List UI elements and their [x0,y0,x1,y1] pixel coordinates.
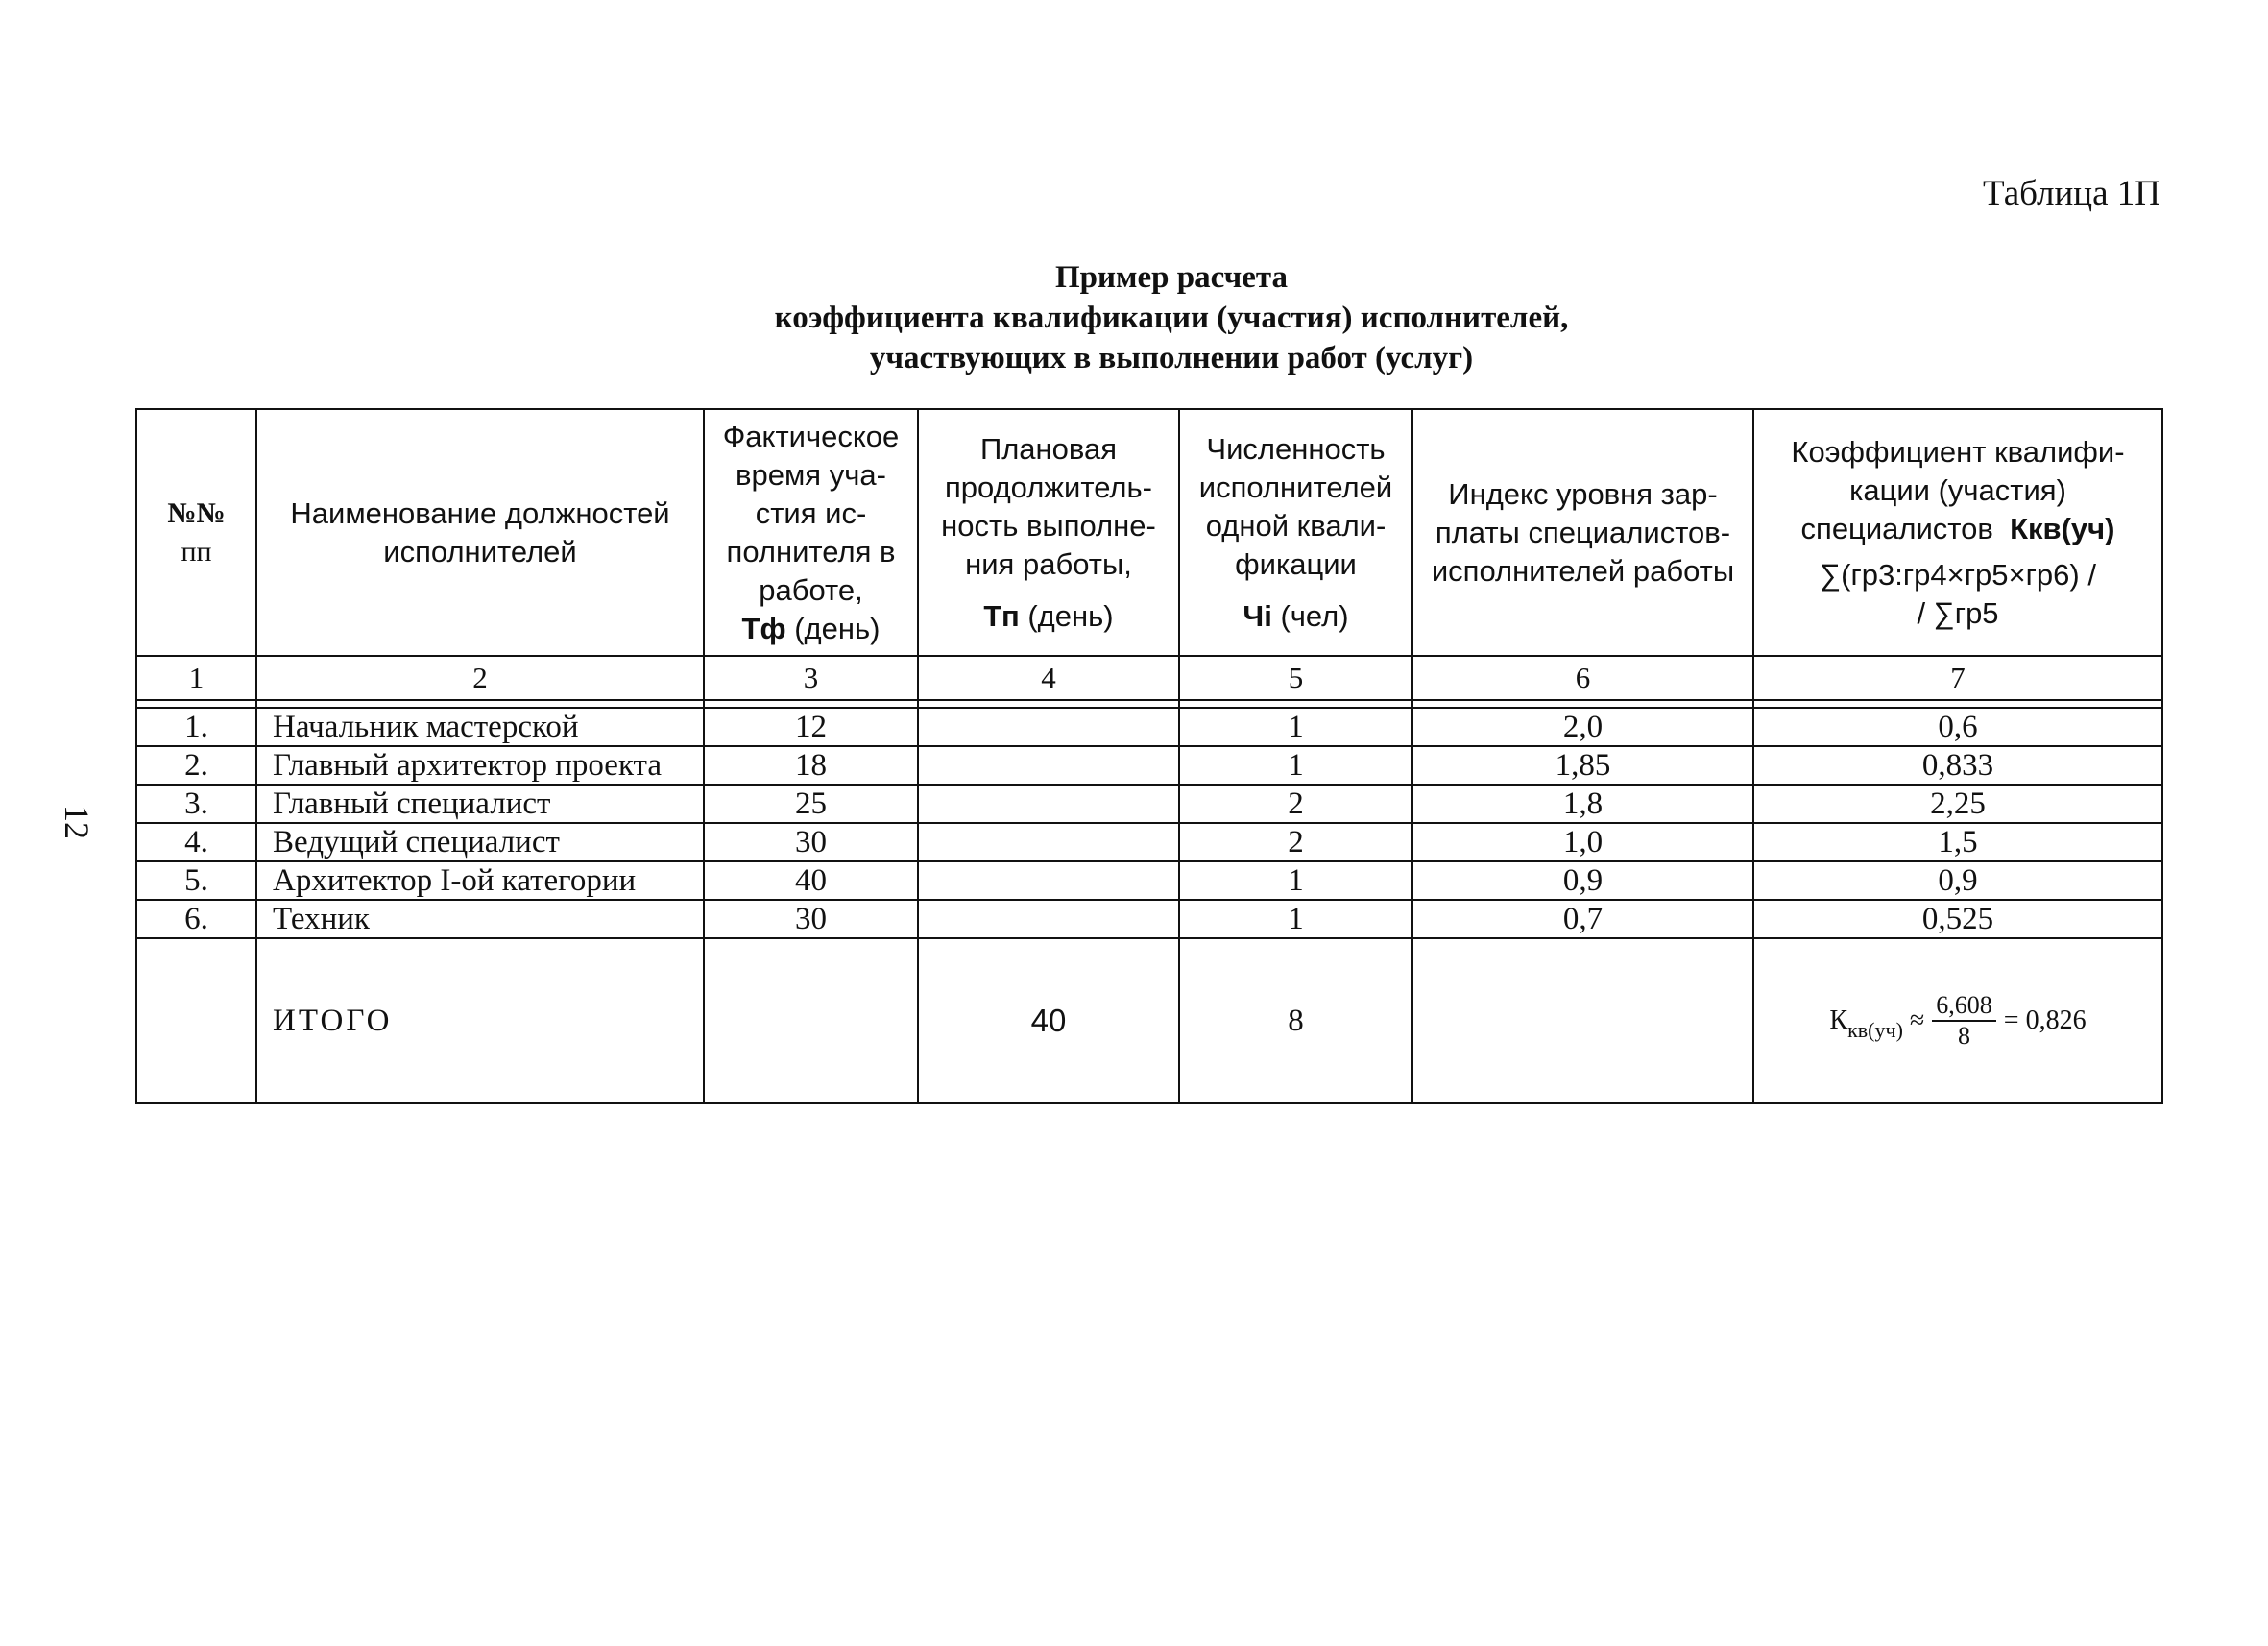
planned-duration [918,746,1179,785]
column-number: 3 [704,656,918,700]
planned-duration [918,785,1179,823]
column-number: 6 [1412,656,1753,700]
header-text: ность выполне- [941,508,1156,543]
coefficient: 0,833 [1753,746,2162,785]
formula-subscript: кв(уч) [1847,1018,1903,1042]
table-row [136,746,2162,785]
position-name: Главный специалист [256,785,704,823]
header-text: платы специалистов- [1435,515,1731,549]
coefficient: 2,25 [1753,785,2162,823]
header-text: работе, [759,572,863,607]
header-col-position [256,409,704,656]
header-unit: (чел) [1280,598,1349,633]
headcount: 1 [1179,708,1412,746]
page-number: 12 [58,805,96,839]
formula-approx: ≈ [1909,1005,1925,1035]
coefficient: 0,9 [1753,861,2162,900]
row-number: 6. [136,900,256,938]
header-text: продолжитель- [944,470,1152,504]
header-text: №№ [167,496,226,529]
header-col-coefficient [1753,409,2162,656]
header-text: полнителя в [726,534,896,569]
document-title [0,257,2268,378]
header-col-actual-time [704,409,918,656]
header-text: Коэффициент квалифи- [1791,434,2125,469]
header-symbol: Ккв(уч) [2010,511,2115,545]
header-row [136,409,2162,656]
actual-time: 18 [704,746,918,785]
formula-fraction [1932,991,1996,1051]
header-formula: ∑(гр3:гр4×гр5×гр6) / [1820,557,2096,592]
total-row [136,938,2162,1103]
total-headcount: 8 [1179,938,1412,1103]
salary-index: 0,7 [1412,900,1753,938]
column-number: 5 [1179,656,1412,700]
header-symbol: Тф [741,611,786,645]
row-number: 2. [136,746,256,785]
header-text: исполнителей [1198,470,1393,504]
salary-index: 1,0 [1412,823,1753,861]
position-name: Техник [256,900,704,938]
header-text: Индекс уровня зар- [1448,476,1718,511]
header-col-headcount [1179,409,1412,656]
header-text: ния работы, [965,546,1132,581]
total-formula-cell [1753,938,2162,1103]
salary-index: 2,0 [1412,708,1753,746]
header-col-planned-duration [918,409,1179,656]
formula-numerator: 6,608 [1932,991,1996,1022]
actual-time: 25 [704,785,918,823]
column-number: 2 [256,656,704,700]
header-text: фикации [1235,546,1357,581]
header-text: исполнителей работы [1431,553,1735,588]
actual-time: 30 [704,823,918,861]
position-name: Архитектор I-ой категории [256,861,704,900]
headcount: 2 [1179,823,1412,861]
total-empty-cell [704,938,918,1103]
row-number: 3. [136,785,256,823]
coefficient: 1,5 [1753,823,2162,861]
total-empty-cell [1412,938,1753,1103]
column-number: 7 [1753,656,2162,700]
header-text: пп [181,535,212,568]
headcount: 2 [1179,785,1412,823]
header-col-number [136,409,256,656]
planned-duration [918,900,1179,938]
calculation-table [135,408,2163,1104]
header-formula: / ∑гр5 [1917,595,1999,630]
headcount: 1 [1179,746,1412,785]
formula-denominator: 8 [1958,1022,1971,1050]
header-text: стия ис- [755,496,867,530]
headcount: 1 [1179,900,1412,938]
table-row [136,708,2162,746]
header-unit: (день) [1027,598,1114,633]
row-number: 1. [136,708,256,746]
table-row [136,785,2162,823]
total-formula [1829,991,2086,1051]
planned-duration [918,708,1179,746]
actual-time: 30 [704,900,918,938]
column-number: 1 [136,656,256,700]
header-text: Фактическое [722,419,900,453]
table-row [136,823,2162,861]
title-line-2: коэффициента квалификации (участия) исполнителей, [774,301,1569,335]
column-number-row [136,656,2162,700]
header-symbol: Чi [1243,598,1272,633]
actual-time: 40 [704,861,918,900]
salary-index: 1,85 [1412,746,1753,785]
coefficient: 0,6 [1753,708,2162,746]
header-text: одной квали- [1205,508,1387,543]
formula-result: = 0,826 [2003,1005,2087,1035]
salary-index: 1,8 [1412,785,1753,823]
total-empty-cell [136,938,256,1103]
total-planned: 40 [918,938,1179,1103]
header-text: специалистов [1800,511,1993,545]
column-number: 4 [918,656,1179,700]
headcount: 1 [1179,861,1412,900]
salary-index: 0,9 [1412,861,1753,900]
header-text: исполнителей [383,534,577,569]
actual-time: 12 [704,708,918,746]
header-text: Плановая [979,431,1118,466]
header-text: Наименование должностей [290,496,670,530]
position-name: Ведущий специалист [256,823,704,861]
header-unit: (день) [794,611,881,645]
position-name: Главный архитектор проекта [256,746,704,785]
title-line-1: Пример расчета [1055,260,1288,295]
row-number: 5. [136,861,256,900]
coefficient: 0,525 [1753,900,2162,938]
position-name: Начальник мастерской [256,708,704,746]
planned-duration [918,823,1179,861]
header-col-salary-index [1412,409,1753,656]
planned-duration [918,861,1179,900]
formula-k: К [1829,1005,1848,1035]
header-text: время уча- [736,457,886,492]
header-symbol: Тп [983,598,1020,633]
table-row [136,900,2162,938]
total-label: ИТОГО [256,938,704,1103]
table-label: Таблица 1П [1983,174,2160,213]
header-text: кации (участия) [1849,472,2066,507]
spacer-row [136,700,2162,708]
table-row [136,861,2162,900]
title-line-3: участвующих в выполнении работ (услуг) [869,341,1474,375]
row-number: 4. [136,823,256,861]
header-text: Численность [1206,431,1386,466]
